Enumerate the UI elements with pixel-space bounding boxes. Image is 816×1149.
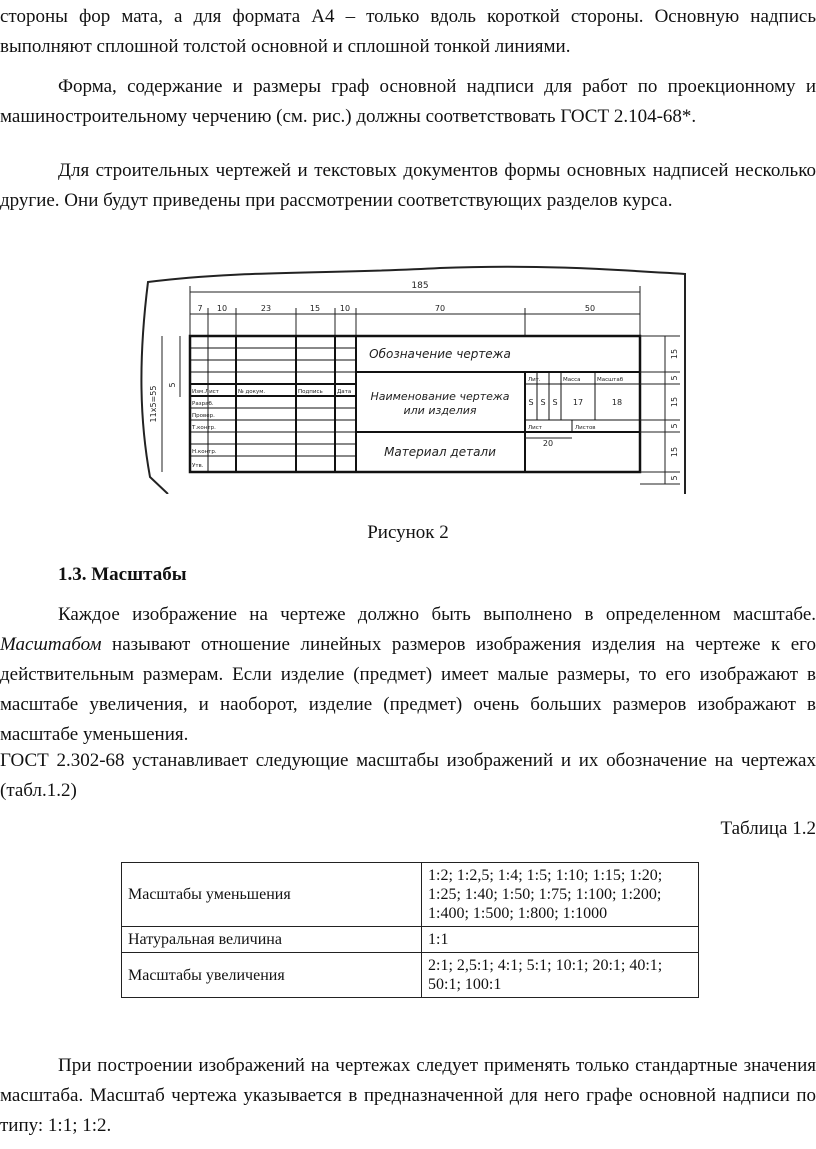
mass-label: Масса xyxy=(563,377,581,383)
label-checked: Провер. xyxy=(192,413,215,419)
section-paragraph-2: ГОСТ 2.302-68 устанавливает следующие масштабы изображений и их обозначение на чертежах (табл.1.2) xyxy=(0,750,816,801)
dim-extension-lines xyxy=(190,286,640,336)
intro-paragraph-2: Форма, содержание и размеры граф основной надписи для работ по проекционному и машиностроительному черчению (см. рис.) должны соответствовать ГОСТ 2.104-68*. xyxy=(0,76,816,127)
dim-17-label: 17 xyxy=(572,398,584,407)
cell-s-1: S xyxy=(528,398,534,407)
closing-paragraph: При построении изображений на чертежах следует применять только стандартные значения масштаба. Масштаб чертежа указывается в предназначенной для него графе основной надписи по типу: 1:1; 1:2. xyxy=(0,1055,816,1136)
table-label: Таблица 1.2 xyxy=(720,818,816,839)
table-cell-name: Масштабы уменьшения xyxy=(122,863,422,927)
dim-right-6: 5 xyxy=(670,475,679,481)
name-line-2: или изделия xyxy=(403,404,477,417)
col-header-date: Дата xyxy=(337,389,352,395)
col-header-sign: Подпись xyxy=(298,389,323,395)
label-tech-control: Т.контр. xyxy=(192,425,216,431)
table-row xyxy=(122,863,699,927)
figure-caption: Рисунок 2 xyxy=(367,522,449,543)
dim-top-7: 50 xyxy=(584,304,596,313)
table-cell-value: 1:1 xyxy=(422,927,699,953)
table-cell-value: 1:2; 1:2,5; 1:4; 1:5; 1:10; 1:15; 1:20; 1:25; 1:40; 1:50; 1:75; 1:100; 1:200; 1:400; 1:500; 1:800; 1:1000 xyxy=(422,863,699,927)
dim-top-5: 10 xyxy=(339,304,351,313)
dim-right-4: 5 xyxy=(670,423,679,429)
sheets-label: Листов xyxy=(575,425,596,431)
section-paragraph-1 xyxy=(0,600,816,750)
scales-table xyxy=(121,862,699,998)
intro-paragraph-1: стороны фор мата, а для формата А4 – только вдоль короткой стороны. Основную надпись выполняют сплошной толстой основной и сплошной тонкой линиями. xyxy=(0,6,816,57)
dim-right-2: 5 xyxy=(670,375,679,381)
label-developed: Разраб. xyxy=(192,401,214,407)
term-scale: Масштабом xyxy=(0,634,102,655)
intro-paragraph-3: Для строительных чертежей и текстовых документов формы основных надписей несколько другие. Они будут приведены при рассмотрении соответствующих разделов курса. xyxy=(0,160,816,211)
col-header-change: Изм.Лист xyxy=(192,389,219,395)
title-block-figure xyxy=(120,262,690,494)
dim-5-label: 5 xyxy=(168,382,177,388)
dim-top-2: 10 xyxy=(216,304,228,313)
sheet-label: Лист xyxy=(528,425,542,431)
table-row xyxy=(122,927,699,953)
name-line-1: Наименование чертежа xyxy=(370,390,510,403)
dim-right-5: 15 xyxy=(670,446,679,458)
table-row xyxy=(122,953,699,998)
cell-s-3: S xyxy=(552,398,558,407)
dim-top-3: 23 xyxy=(260,304,272,313)
section-paragraph-1-end: называют отношение линейных размеров изображения изделия на чертеже к его действительным размерам. Если изделие (предмет) имеет малые размеры, то его изображают в масштабе увеличения, и наоборот, изделие (предмет) очень больших размеров изображают в масштабе уменьшения. xyxy=(0,634,816,745)
designation-text: Обозначение чертежа xyxy=(369,347,511,361)
col-header-doc: № докум. xyxy=(238,389,266,395)
dim-top-4: 15 xyxy=(309,304,321,313)
section-paragraph-1-start: Каждое изображение на чертеже должно быть выполнено в определенном масштабе. xyxy=(58,604,816,625)
cell-s-2: S xyxy=(540,398,546,407)
dim-top-1: 7 xyxy=(197,304,203,313)
dim-20-label: 20 xyxy=(542,439,554,448)
table-cell-value: 2:1; 2,5:1; 4:1; 5:1; 10:1; 20:1; 40:1; 50:1; 100:1 xyxy=(422,953,699,998)
scale-label: Масштаб xyxy=(597,377,624,383)
dim-18-label: 18 xyxy=(611,398,623,407)
dim-total-label: 185 xyxy=(411,281,429,291)
label-norm-control: Н.контр. xyxy=(192,449,217,455)
table-cell-name: Натуральная величина xyxy=(122,927,422,953)
dim-top-6: 70 xyxy=(434,304,446,313)
dim-right-3: 15 xyxy=(670,396,679,408)
dim-height-label: 11х5=55 xyxy=(149,385,158,423)
dim-right-1: 15 xyxy=(670,348,679,360)
table-cell-name: Масштабы увеличения xyxy=(122,953,422,998)
section-heading: 1.3. Масштабы xyxy=(58,564,187,585)
lit-label: Лит. xyxy=(528,377,541,383)
material-text: Материал детали xyxy=(384,445,496,459)
label-approved: Утв. xyxy=(192,463,204,469)
